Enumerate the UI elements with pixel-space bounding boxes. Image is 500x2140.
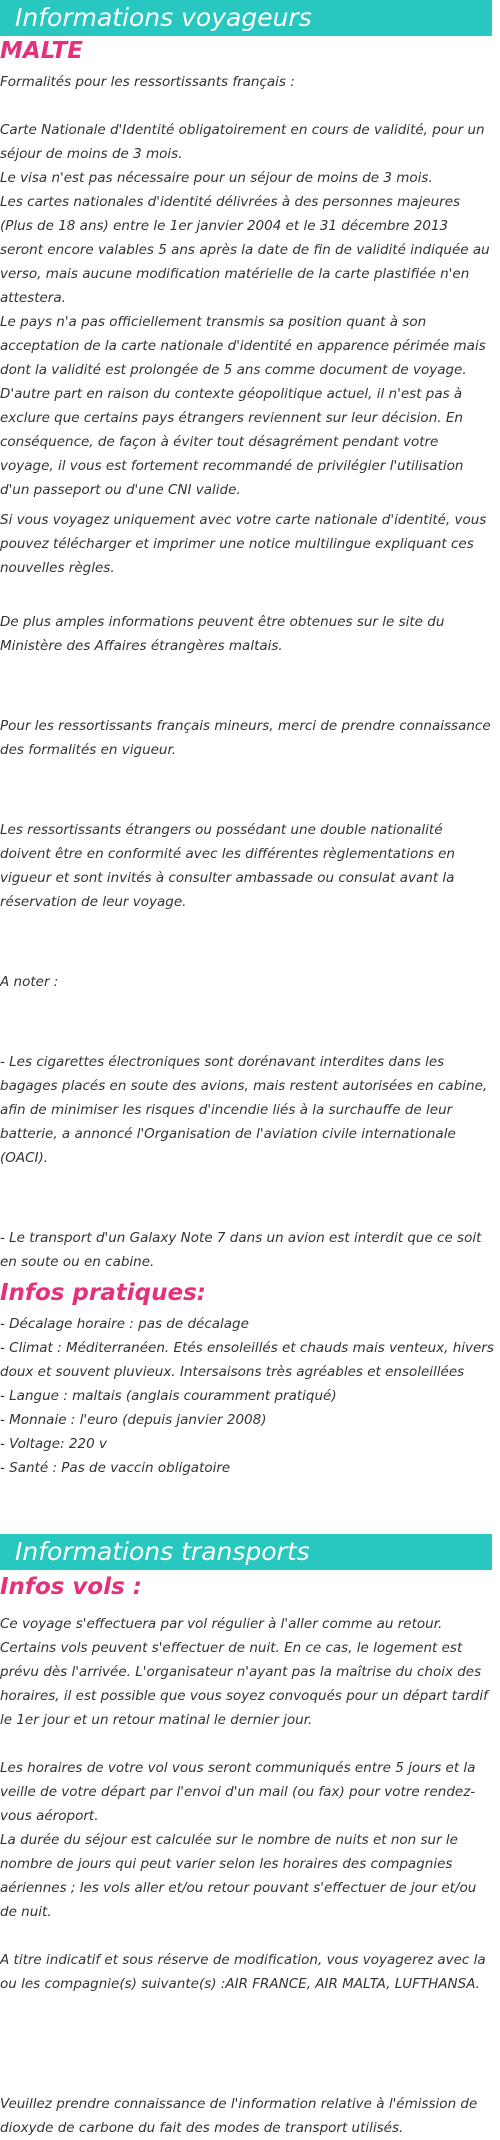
mineurs-info: Pour les ressortissants français mineurs, merci de prendre connaissance des formalités en vigueur. bbox=[0, 718, 491, 758]
horaires-line: La durée du séjour est calculée sur le nombre de nuits et non sur le nombre de jours qui peut varier selon les horaires des compagnies aériennes ; les vols aller et/ou retour pouvant s'effectuer de jour et/ou de nuit. bbox=[0, 1832, 477, 1920]
formalites-intro: Formalités pour les ressortissants français : bbox=[0, 74, 295, 90]
ministere-info: De plus amples informations peuvent être obtenues sur le site du Ministère des Affaires étrangères maltais. bbox=[0, 614, 445, 654]
infos-pratiques-line: - Décalage horaire : pas de décalage bbox=[0, 1316, 249, 1332]
cni-line: Le visa n'est pas nécessaire pour un séjour de moins de 3 mois. bbox=[0, 170, 433, 186]
section-banner-transports: Informations transports bbox=[0, 1534, 492, 1570]
infos-pratiques-line: - Santé : Pas de vaccin obligatoire bbox=[0, 1460, 231, 1476]
infos-pratiques-heading: Infos pratiques: bbox=[0, 1280, 206, 1306]
infos-vols-heading: Infos vols : bbox=[0, 1574, 143, 1600]
cigarettes-note: - Les cigarettes électroniques sont dorénavant interdites dans les bagages placés en soute des avions, mais restent autorisées en cabine, afin de minimiser les risques d'incendie liés à la surchauffe de leur batterie, a annoncé l'Organisation de l'aviation civile internationale (OACI). bbox=[0, 1054, 488, 1166]
etrangers-info: Les ressortissants étrangers ou possédant une double nationalité doivent être en conformité avec les différentes règlementations en vigueur et sont invités à consulter ambassade ou consulat avant la réservation de leur voyage. bbox=[0, 822, 455, 910]
infos-pratiques-line: - Voltage: 220 v bbox=[0, 1436, 107, 1452]
dioxyde-info: Veuillez prendre connaissance de l'information relative à l'émission de dioxyde de carbone du fait des modes de transport utilisés. bbox=[0, 2096, 478, 2136]
a-noter-label: A noter : bbox=[0, 974, 59, 990]
cni-line: Carte Nationale d'Identité obligatoirement en cours de validité, pour un séjour de moins de 3 mois. bbox=[0, 122, 485, 162]
country-title: MALTE bbox=[0, 38, 83, 64]
notice-multilingue: Si vous voyagez uniquement avec votre carte nationale d'identité, vous pouvez télécharger et imprimer une notice multilingue expliquant ces nouvelles règles. bbox=[0, 512, 487, 576]
compagnies-info: A titre indicatif et sous réserve de modification, vous voyagerez avec la ou les compagnie(s) suivante(s) :AIR FRANCE, AIR MALTA, LUFTHANSA. bbox=[0, 1952, 486, 1992]
horaires-line: Les horaires de votre vol vous seront communiqués entre 5 jours et la veille de votre départ par l'envoi d'un mail (ou fax) pour votre rendez-vous aéroport. bbox=[0, 1760, 476, 1824]
cni-line: Le pays n'a pas officiellement transmis sa position quant à son acceptation de la carte nationale d'identité en apparence périmée mais dont la validité est prolongée de 5 ans comme document de voyage. D'autre part en raison du contexte géopolitique actuel, il n'est pas à exclure que certains pays étrangers reviennent sur leur décision. En conséquence, de façon à éviter tout désagrément pendant votre voyage, il vous est fortement recommandé de privilégier l'utilisation d'un passeport ou d'une CNI valide. bbox=[0, 314, 486, 498]
cni-line: Les cartes nationales d'identité délivrées à des personnes majeures (Plus de 18 ans) entre le 1er janvier 2004 et le 31 décembre 2013 seront encore valables 5 ans après la date de fin de validité indiquée au verso, mais aucune modification matérielle de la carte plastifiée n'en attestera. bbox=[0, 194, 490, 306]
vol-regulier-info: Ce voyage s'effectuera par vol régulier à l'aller comme au retour. Certains vols peuvent s'effectuer de nuit. En ce cas, le logement est prévu dès l'arrivée. L'organisateur n'ayant pas la maîtrise du choix des horaires, il est possible que vous soyez convoqués pour un départ tardif le 1er jour et un retour matinal le dernier jour. bbox=[0, 1616, 488, 1728]
infos-pratiques-line: - Langue : maltais (anglais couramment pratiqué) bbox=[0, 1388, 337, 1404]
infos-pratiques-line: - Climat : Méditerranéen. Etés ensoleillés et chauds mais venteux, hivers doux et souvent pluvieux. Intersaisons très agréables et ensoleillées bbox=[0, 1340, 494, 1380]
galaxy-note: - Le transport d'un Galaxy Note 7 dans un avion est interdit que ce soit en soute ou en cabine. bbox=[0, 1230, 482, 1270]
section-banner-voyageurs: Informations voyageurs bbox=[0, 0, 492, 36]
infos-pratiques-line: - Monnaie : l'euro (depuis janvier 2008) bbox=[0, 1412, 267, 1428]
